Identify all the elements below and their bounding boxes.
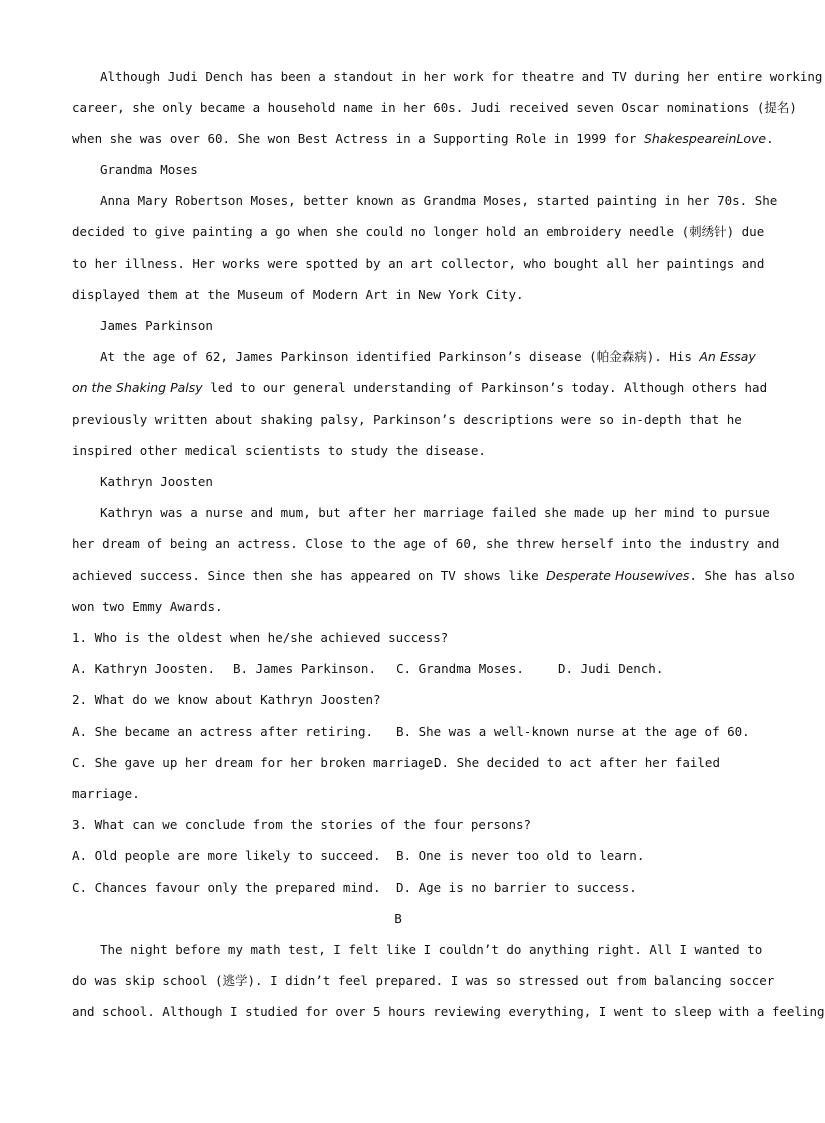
- parkinson-line-2: [72, 379, 768, 397]
- section-b-line-3: and school. Although I studied for over 5 hours reviewing everything, I went to sleep with a feeling: [72, 1004, 825, 1019]
- section-b-line-2: do was skip school (逃学). I didn’t feel prepared. I was so stressed out from balancing soccer: [72, 973, 775, 988]
- joosten-line-3-text: achieved success. Since then she has appeared on TV shows like: [72, 568, 547, 583]
- essay-title-part-2: on the Shaking Palsy: [72, 380, 203, 395]
- joosten-line-2: her dream of being an actress. Close to the age of 60, she threw herself into the industry and: [72, 536, 780, 551]
- q2-option-b: B. She was a well-known nurse at the age of 60.: [396, 724, 750, 739]
- joosten-line-1: Kathryn was a nurse and mum, but after her marriage failed she made up her mind to pursue: [100, 505, 770, 520]
- section-b-line-1: The night before my math test, I felt like I couldn’t do anything right. All I wanted to: [100, 942, 763, 957]
- parkinson-line-4: inspired other medical scientists to study the disease.: [72, 443, 486, 458]
- judi-line-3-end: .: [766, 131, 774, 146]
- q3-option-b: B. One is never too old to learn.: [396, 848, 645, 863]
- film-title: ShakespeareinLove: [643, 131, 767, 146]
- essay-title-part-1: An Essay: [699, 349, 756, 364]
- tv-show-title: Desperate Housewives: [546, 568, 690, 583]
- judi-line-3-text: when she was over 60. She won Best Actress in a Supporting Role in 1999 for: [72, 131, 644, 146]
- q1-option-b: B. James Parkinson.: [233, 661, 376, 676]
- joosten-line-4: won two Emmy Awards.: [72, 599, 223, 614]
- judi-line-1: Although Judi Dench has been a standout in her work for theatre and TV during her entire working: [100, 69, 823, 84]
- question-3-stem: 3. What can we conclude from the stories of the four persons?: [72, 817, 532, 832]
- q1-option-d: D. Judi Dench.: [558, 661, 664, 676]
- question-2-stem: 2. What do we know about Kathryn Joosten?: [72, 692, 381, 707]
- moses-line-1: Anna Mary Robertson Moses, better known as Grandma Moses, started painting in her 70s. She: [100, 193, 778, 208]
- moses-line-2: decided to give painting a go when she could no longer hold an embroidery needle (刺绣针) due: [72, 224, 765, 239]
- q2-option-c: C. She gave up her dream for her broken marriage.: [72, 755, 441, 770]
- parkinson-heading: James Parkinson: [100, 318, 213, 333]
- q3-option-d: D. Age is no barrier to success.: [396, 880, 637, 895]
- joosten-line-3-end: . She has also: [689, 568, 795, 583]
- q3-option-c: C. Chances favour only the prepared mind.: [72, 880, 381, 895]
- question-1-stem: 1. Who is the oldest when he/she achieved success?: [72, 630, 449, 645]
- judi-line-2: career, she only became a household name in her 60s. Judi received seven Oscar nominations (提名): [72, 100, 797, 115]
- judi-line-3: [72, 130, 774, 148]
- q2-option-d: D. She decided to act after her failed: [434, 755, 720, 770]
- parkinson-line-3: previously written about shaking palsy, Parkinson’s descriptions were so in-depth that he: [72, 412, 742, 427]
- section-b-label: B: [394, 911, 402, 926]
- parkinson-line-1: [100, 348, 756, 366]
- q2-option-a: A. She became an actress after retiring.: [72, 724, 374, 739]
- moses-heading: Grandma Moses: [100, 162, 198, 177]
- q1-option-a: A. Kathryn Joosten.: [72, 661, 215, 676]
- moses-line-4: displayed them at the Museum of Modern Art in New York City.: [72, 287, 524, 302]
- q3-option-a: A. Old people are more likely to succeed.: [72, 848, 381, 863]
- moses-line-3: to her illness. Her works were spotted by an art collector, who bought all her paintings and: [72, 256, 765, 271]
- joosten-heading: Kathryn Joosten: [100, 474, 213, 489]
- joosten-line-3: [72, 567, 795, 585]
- parkinson-line-2-text: led to our general understanding of Parkinson’s today. Although others had: [202, 380, 768, 395]
- q2-option-d-continued: marriage.: [72, 786, 140, 801]
- q1-option-c: C. Grandma Moses.: [396, 661, 524, 676]
- parkinson-line-1-text: At the age of 62, James Parkinson identified Parkinson’s disease (帕金森病). His: [100, 349, 700, 364]
